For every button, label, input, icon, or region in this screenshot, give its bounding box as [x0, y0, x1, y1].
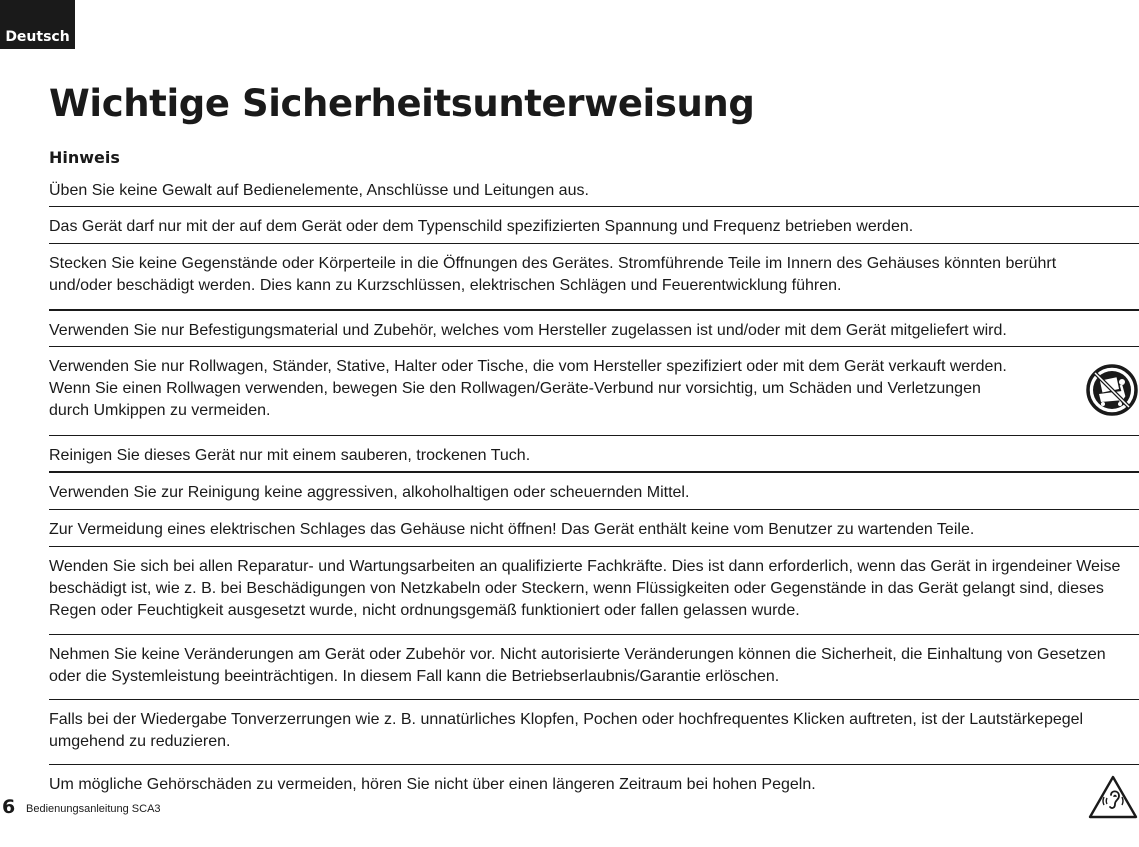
instruction-text: Zur Vermeidung eines elektrischen Schlages das Gehäuse nicht öffnen! Das Gerät enthält keine vom Benutzer zu wartenden Teile. — [49, 521, 975, 538]
instruction-row — [49, 243, 1139, 309]
instruction-text-line: durch Umkippen zu vermeiden. — [49, 402, 271, 419]
instruction-row — [49, 171, 1139, 206]
page-title: Wichtige Sicherheitsunterweisung — [49, 82, 755, 125]
instruction-text: Falls bei der Wiedergabe Tonverzerrungen wie z. B. unnatürliches Klopfen, Pochen oder hochfrequentes Klicken auftreten, ist der Lautstärkepegel umgehend zu reduzieren. — [49, 711, 1084, 750]
instruction-text: Das Gerät darf nur mit der auf dem Gerät oder dem Typenschild spezifizierten Spannung und Frequenz betrieben werden. — [49, 218, 914, 235]
cart-tip-over-warning-icon — [1086, 364, 1138, 416]
instruction-row — [49, 206, 1139, 243]
instruction-row — [49, 546, 1139, 634]
instruction-row — [49, 471, 1139, 509]
document-name: Bedienungsanleitung SCA3 — [26, 803, 161, 815]
section-subtitle: Hinweis — [49, 148, 120, 167]
instruction-text-line: Verwenden Sie nur Rollwagen, Ständer, Stative, Halter oder Tische, die vom Hersteller spezifiziert oder mit dem Gerät verkauft werden. — [49, 358, 1007, 375]
instruction-row — [49, 764, 1139, 826]
page-number: 6 — [2, 796, 16, 818]
instruction-text: Stecken Sie keine Gegenstände oder Körperteile in die Öffnungen des Gerätes. Stromführende Teile im Innern des Gehäuses könnten berührt und/oder beschädigt werden. Dies kann zu Kurzschlüssen, elektrischen Schlägen und Feuerentwicklung führen. — [49, 255, 1057, 294]
instruction-row — [49, 634, 1139, 699]
language-tab: Deutsch — [0, 0, 75, 49]
instruction-text: Üben Sie keine Gewalt auf Bedienelemente, Anschlüsse und Leitungen aus. — [49, 182, 589, 199]
instruction-text: Reinigen Sie dieses Gerät nur mit einem sauberen, trockenen Tuch. — [49, 447, 531, 464]
instruction-row — [49, 309, 1139, 346]
safety-instructions-list — [49, 171, 1139, 826]
instruction-row — [49, 699, 1139, 764]
instruction-row — [49, 346, 1139, 435]
instruction-text: Um mögliche Gehörschäden zu vermeiden, hören Sie nicht über einen längeren Zeitraum bei hohen Pegeln. — [49, 776, 816, 793]
instruction-row — [49, 435, 1139, 471]
instruction-text: Verwenden Sie nur Befestigungsmaterial und Zubehör, welches vom Hersteller zugelassen ist und/oder mit dem Gerät mitgeliefert wird. — [49, 322, 1007, 339]
instruction-text: Nehmen Sie keine Veränderungen am Gerät oder Zubehör vor. Nicht autorisierte Veränderungen können die Sicherheit, die Einhaltung von Gesetzen oder die Systemleistung beeinträchtigen. In diesem Fall kann die Betriebserlaubnis/Garantie erlöschen. — [49, 646, 1106, 685]
instruction-text-line: Wenn Sie einen Rollwagen verwenden, bewegen Sie den Rollwagen/Geräte-Verbund nur vorsichtig, um Schäden und Verletzungen — [49, 380, 981, 397]
instruction-text: Verwenden Sie zur Reinigung keine aggressiven, alkoholhaltigen oder scheuernden Mittel. — [49, 484, 690, 501]
hearing-damage-warning-icon — [1088, 775, 1138, 819]
instruction-row — [49, 509, 1139, 546]
instruction-text: Wenden Sie sich bei allen Reparatur- und Wartungsarbeiten an qualifizierte Fachkräfte. Dies ist dann erforderlich, wenn das Gerät in irgendeiner Weise beschädigt ist, wie z. B. bei Beschädigungen von Netzkabeln oder Steckern, wenn Flüssigkeiten oder Gegenstände in das Gerät gelangt sind, dieses Regen oder Feuchtigkeit ausgesetzt wurde, nicht ordnungsgemäß funktioniert oder fallen gelassen wurde. — [49, 558, 1121, 619]
